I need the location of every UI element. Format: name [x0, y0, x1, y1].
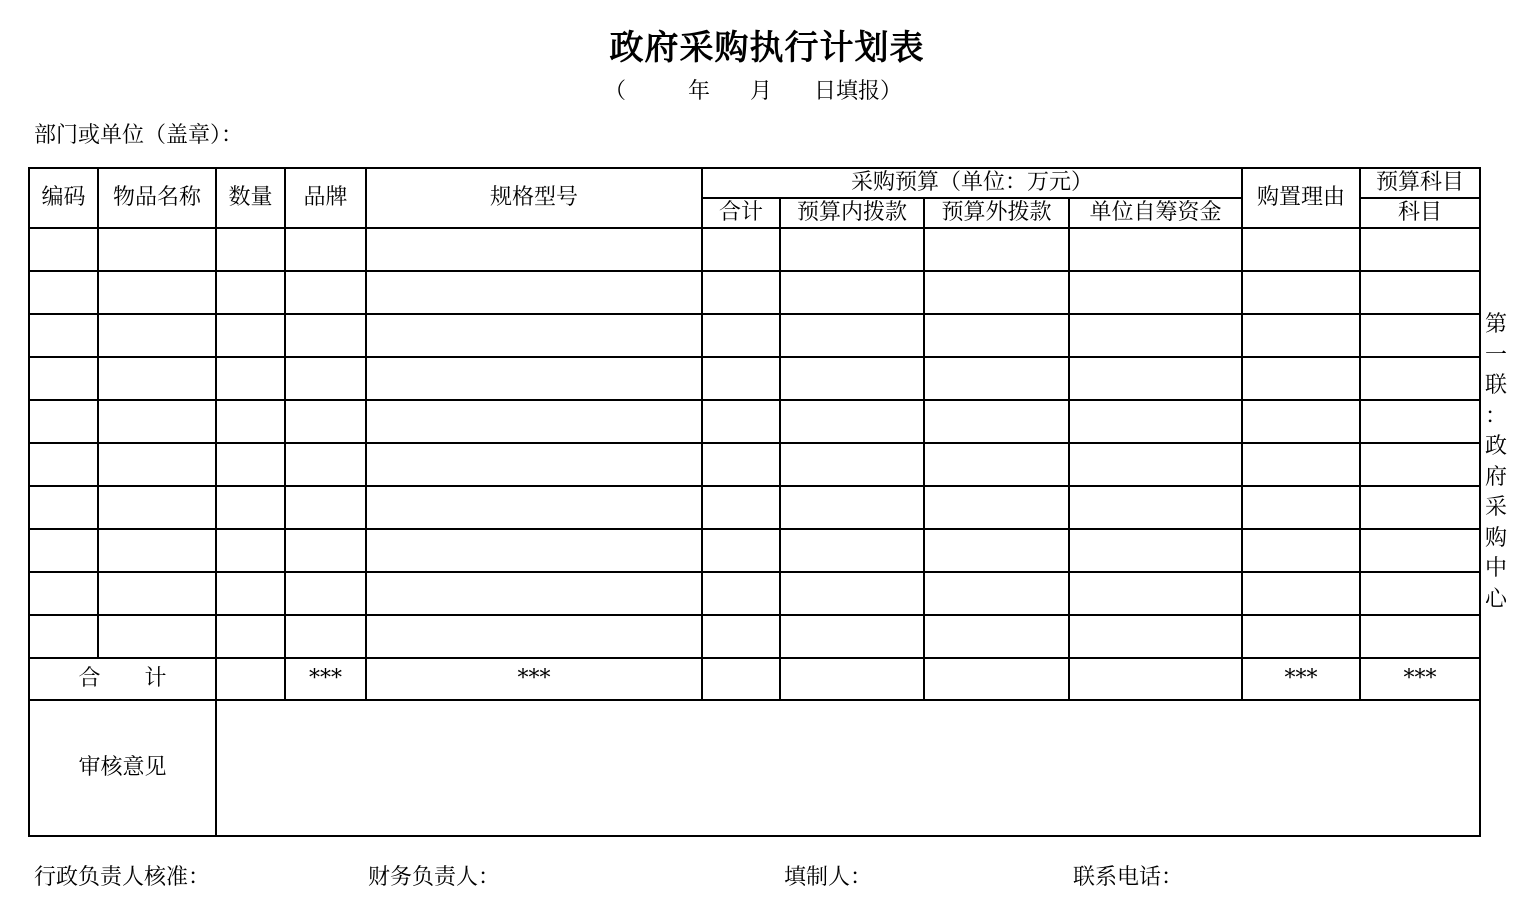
cell[interactable] — [285, 314, 366, 357]
cell[interactable] — [1069, 271, 1242, 314]
cell[interactable] — [216, 228, 285, 271]
cell[interactable] — [1069, 572, 1242, 615]
cell[interactable] — [29, 314, 98, 357]
table-row — [29, 572, 1480, 615]
cell[interactable] — [98, 486, 216, 529]
copy-note-char: 府 — [1484, 464, 1507, 490]
cell[interactable] — [1360, 228, 1480, 271]
cell[interactable] — [1242, 314, 1360, 357]
cell[interactable] — [285, 615, 366, 658]
header-budget-group: 采购预算（单位：万元） — [702, 168, 1242, 198]
cell[interactable] — [924, 572, 1069, 615]
cell[interactable] — [924, 615, 1069, 658]
cell[interactable] — [702, 572, 780, 615]
cell[interactable] — [98, 228, 216, 271]
cell[interactable] — [1242, 400, 1360, 443]
cell[interactable] — [216, 572, 285, 615]
cell[interactable] — [924, 271, 1069, 314]
sum-subject-stars: *** — [1360, 658, 1480, 700]
header-self-raised: 单位自筹资金 — [1069, 198, 1242, 228]
cell[interactable] — [1242, 572, 1360, 615]
header-quantity: 数量 — [216, 168, 285, 228]
copy-note-char: 心 — [1484, 586, 1507, 612]
cell[interactable] — [1069, 529, 1242, 572]
review-label: 审核意见 — [29, 700, 216, 836]
cell[interactable] — [216, 271, 285, 314]
cell[interactable] — [702, 400, 780, 443]
cell[interactable] — [29, 443, 98, 486]
cell[interactable] — [285, 357, 366, 400]
table-row — [29, 357, 1480, 400]
cell[interactable] — [366, 486, 702, 529]
sum-row — [29, 658, 1480, 700]
sum-brand-stars: *** — [285, 658, 366, 700]
copy-note-char: 政 — [1484, 434, 1507, 459]
table-row — [29, 615, 1480, 658]
header-reason: 购置理由 — [1242, 168, 1360, 228]
procurement-plan-table — [28, 167, 1481, 837]
table-row — [29, 271, 1480, 314]
copy-note-char: 购 — [1484, 525, 1507, 551]
cell[interactable] — [285, 228, 366, 271]
cell[interactable] — [29, 228, 98, 271]
cell[interactable] — [924, 314, 1069, 357]
cell[interactable] — [29, 357, 98, 400]
footer-phone-label: 联系电话： — [1073, 865, 1184, 890]
copy-note-char: 第 — [1484, 312, 1507, 337]
header-in-budget: 预算内拨款 — [780, 198, 924, 228]
cell[interactable] — [1360, 314, 1480, 357]
cell[interactable] — [216, 615, 285, 658]
cell[interactable] — [1069, 486, 1242, 529]
cell[interactable] — [924, 443, 1069, 486]
cell[interactable] — [98, 615, 216, 658]
cell[interactable] — [1069, 400, 1242, 443]
cell[interactable] — [29, 615, 98, 658]
cell[interactable] — [366, 228, 702, 271]
header-item-name: 物品名称 — [98, 168, 216, 228]
cell[interactable] — [780, 228, 924, 271]
cell[interactable] — [1360, 271, 1480, 314]
cell[interactable] — [1069, 357, 1242, 400]
header-out-budget: 预算外拨款 — [924, 198, 1069, 228]
cell[interactable] — [285, 572, 366, 615]
cell[interactable] — [1242, 357, 1360, 400]
cell[interactable] — [924, 228, 1069, 271]
cell[interactable] — [780, 486, 924, 529]
cell[interactable] — [1069, 615, 1242, 658]
cell[interactable] — [29, 271, 98, 314]
cell[interactable] — [780, 314, 924, 357]
cell[interactable] — [366, 400, 702, 443]
cell[interactable] — [702, 314, 780, 357]
header-brand: 品牌 — [285, 168, 366, 228]
cell[interactable] — [702, 529, 780, 572]
header-code: 编码 — [29, 168, 98, 228]
sum-self-raised-cell[interactable] — [1069, 658, 1242, 700]
sum-in-budget-cell[interactable] — [780, 658, 924, 700]
cell[interactable] — [924, 400, 1069, 443]
cell[interactable] — [780, 400, 924, 443]
cell[interactable] — [1069, 314, 1242, 357]
cell[interactable] — [1360, 615, 1480, 658]
cell[interactable] — [924, 357, 1069, 400]
cell[interactable] — [1360, 357, 1480, 400]
cell[interactable] — [29, 572, 98, 615]
sum-reason-stars: *** — [1242, 658, 1360, 700]
cell[interactable] — [285, 443, 366, 486]
cell[interactable] — [366, 357, 702, 400]
date-open-paren: （ — [604, 79, 627, 104]
cell[interactable] — [98, 271, 216, 314]
copy-note-char: 一 — [1484, 342, 1507, 368]
form-title: 政府采购执行计划表 — [609, 28, 925, 68]
cell[interactable] — [1242, 486, 1360, 529]
sum-total-cell[interactable] — [702, 658, 780, 700]
cell[interactable] — [924, 486, 1069, 529]
department-label: 部门或单位（盖章）： — [34, 123, 244, 148]
cell[interactable] — [285, 400, 366, 443]
table-row — [29, 228, 1480, 271]
date-month-label: 月 — [750, 79, 773, 104]
table-row — [29, 314, 1480, 357]
table-row — [29, 529, 1480, 572]
cell[interactable] — [366, 271, 702, 314]
cell[interactable] — [1360, 486, 1480, 529]
cell[interactable] — [98, 443, 216, 486]
header-subject: 科目 — [1360, 198, 1480, 228]
cell[interactable] — [780, 529, 924, 572]
cell[interactable] — [366, 443, 702, 486]
sum-label: 合 计 — [29, 658, 216, 700]
cell[interactable] — [29, 486, 98, 529]
cell[interactable] — [702, 357, 780, 400]
table-row — [29, 486, 1480, 529]
review-opinion-field[interactable] — [216, 700, 1480, 836]
cell[interactable] — [780, 572, 924, 615]
cell[interactable] — [780, 443, 924, 486]
cell[interactable] — [98, 400, 216, 443]
cell[interactable] — [98, 572, 216, 615]
header-budget-subject: 预算科目 — [1360, 168, 1480, 198]
cell[interactable] — [366, 314, 702, 357]
cell[interactable] — [780, 615, 924, 658]
table-row — [29, 443, 1480, 486]
header-spec: 规格型号 — [366, 168, 702, 228]
sum-out-budget-cell[interactable] — [924, 658, 1069, 700]
cell[interactable] — [285, 529, 366, 572]
date-day-label: 日填报） — [814, 79, 903, 104]
cell[interactable] — [1242, 228, 1360, 271]
cell[interactable] — [1242, 529, 1360, 572]
cell[interactable] — [702, 486, 780, 529]
cell[interactable] — [366, 529, 702, 572]
cell[interactable] — [216, 529, 285, 572]
cell[interactable] — [1069, 443, 1242, 486]
cell[interactable] — [216, 443, 285, 486]
cell[interactable] — [1360, 400, 1480, 443]
copy-note-char: 中 — [1484, 556, 1507, 581]
footer-approver-label: 行政负责人核准： — [34, 865, 211, 890]
cell[interactable] — [216, 314, 285, 357]
copy-note-char: 采 — [1484, 495, 1507, 520]
date-year-label: 年 — [688, 79, 711, 104]
cell[interactable] — [1242, 615, 1360, 658]
cell[interactable] — [702, 443, 780, 486]
cell[interactable] — [366, 615, 702, 658]
sum-spec-stars: *** — [366, 658, 702, 700]
cell[interactable] — [1360, 443, 1480, 486]
cell[interactable] — [924, 529, 1069, 572]
cell[interactable] — [1360, 572, 1480, 615]
copy-note-char: 联 — [1484, 373, 1507, 398]
cell[interactable] — [702, 615, 780, 658]
footer-preparer-label: 填制人： — [784, 865, 873, 890]
cell[interactable] — [98, 314, 216, 357]
cell[interactable] — [29, 400, 98, 443]
copy-note-vertical — [1482, 310, 1510, 615]
review-row — [29, 700, 1480, 836]
cell[interactable] — [1360, 529, 1480, 572]
cell[interactable] — [366, 572, 702, 615]
header-total: 合计 — [702, 198, 780, 228]
cell[interactable] — [702, 271, 780, 314]
cell[interactable] — [216, 357, 285, 400]
cell[interactable] — [780, 271, 924, 314]
cell[interactable] — [1242, 443, 1360, 486]
cell[interactable] — [98, 529, 216, 572]
cell[interactable] — [780, 357, 924, 400]
cell[interactable] — [29, 529, 98, 572]
cell[interactable] — [285, 271, 366, 314]
cell[interactable] — [1242, 271, 1360, 314]
footer-finance-label: 财务负责人： — [368, 865, 501, 890]
cell[interactable] — [285, 486, 366, 529]
cell[interactable] — [216, 486, 285, 529]
cell[interactable] — [1069, 228, 1242, 271]
cell[interactable] — [702, 228, 780, 271]
copy-note-char: ： — [1484, 403, 1507, 429]
table-row — [29, 400, 1480, 443]
sum-quantity-cell[interactable] — [216, 658, 285, 700]
header-row-1 — [29, 168, 1480, 198]
cell[interactable] — [98, 357, 216, 400]
cell[interactable] — [216, 400, 285, 443]
